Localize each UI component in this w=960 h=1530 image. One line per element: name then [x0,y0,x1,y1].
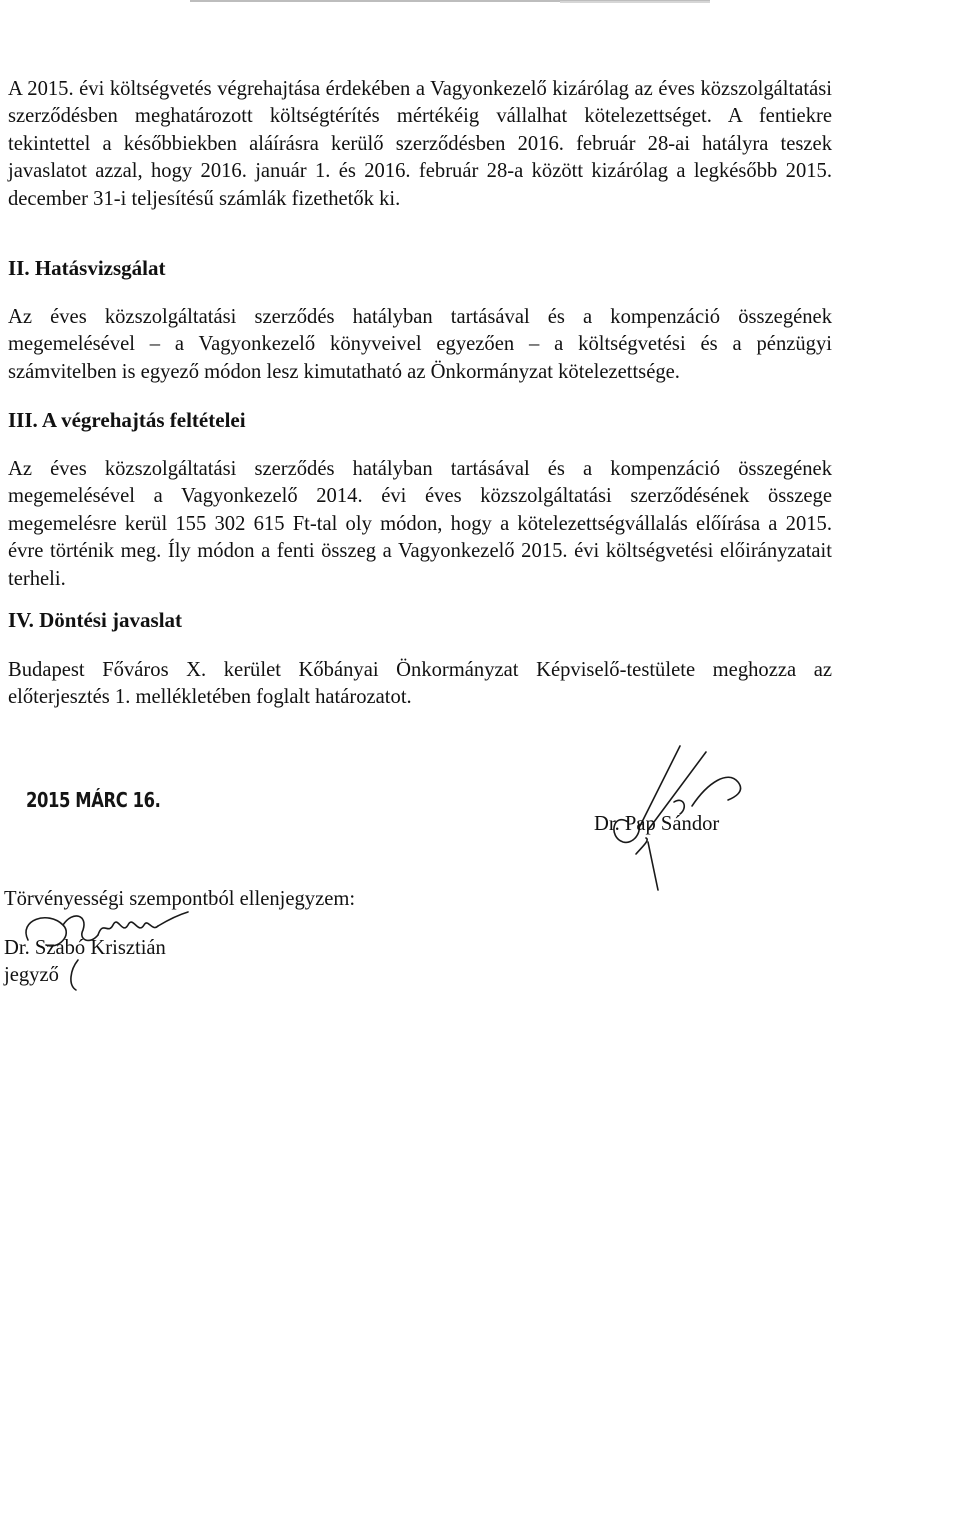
paragraph-execution-conditions: Az éves közszolgáltatási szerződés hatályban tartásával és a kompenzáció összegének megemelésével a Vagyonkezelő 2014. évi éves közszolgáltatási szerződésének összege megemelésre kerül 155 302 615 Ft-tal oly módon, hogy a kötelezettségvállalás előírása a 2015. évre történik meg. Íly módon a fenti összeg a Vagyonkezelő 2015. évi költségvetési előirányzatait terheli. [8,458,832,590]
heading-decision-proposal: IV. Döntési javaslat [8,608,183,632]
date-stamp: 2015 MÁRC 16. [26,788,161,812]
paragraph-budget-execution: A 2015. évi költségvetés végrehajtása érdekében a Vagyonkezelő kizárólag az éves közszolgáltatási szerződésben meghatározott költségtérítés mértékéig vállalhat kötelezettséget. A fentiekre tekintettel a későbbiekben aláírásra kerülő szerződésben 2016. február 28-ai hatályra teszek javaslatot azzal, hogy 2016. január 1. és 2016. február 28-a között kizárólag a legkésőbb 2015. december 31-i teljesítésű számlák fizethetők ki. [8,78,832,210]
heading-execution-conditions: III. A végrehajtás feltételei [8,408,246,432]
clerk-name: Dr. Szabó Krisztián [4,937,166,959]
legal-countersign-label: Törvényességi szempontból ellenjegyzem: [4,888,356,910]
clerk-title: jegyző [4,964,59,986]
paragraph-impact-assessment: Az éves közszolgáltatási szerződés hatályban tartásával és a kompenzáció összegének megemelésével – a Vagyonkezelő könyveivel egyezően – a költségvetési és a pénzügyi számvitelben is egyező módon lesz kimutatható az Önkormányzat kötelezettsége. [8,306,832,383]
scan-edge-line [560,1,710,3]
paragraph-decision-proposal: Budapest Főváros X. kerület Kőbányai Önkormányzat Képviselő-testülete meghozza az előterjesztés 1. mellékletében foglalt határozatot. [8,659,832,709]
mayor-name: Dr. Pap Sándor [594,813,720,835]
heading-impact-assessment: II. Hatásvizsgálat [8,256,166,280]
